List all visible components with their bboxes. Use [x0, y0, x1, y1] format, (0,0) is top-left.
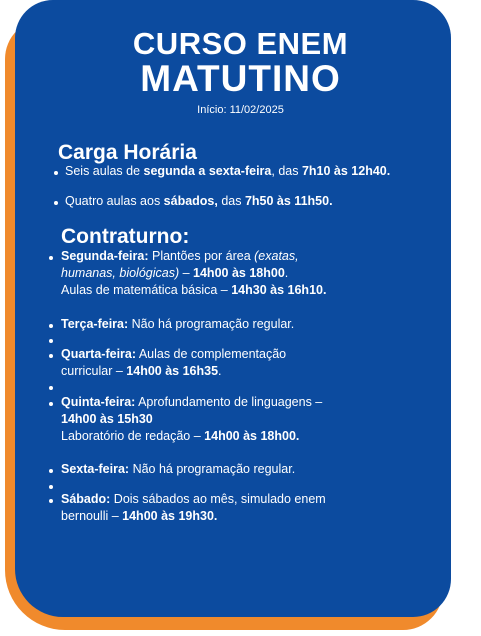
- bullet: [54, 201, 58, 205]
- workload-saturday-item: Quatro aulas aos sábados, das 7h50 às 11h50.: [65, 194, 333, 208]
- monday-line-1: Segunda-feira: Plantões por área (exatas,: [61, 249, 299, 263]
- saturday-line-2: bernoulli – 14h00 às 19h30.: [61, 509, 218, 523]
- bullet: [49, 402, 53, 406]
- bullet: [54, 171, 58, 175]
- monday-line-2: humanas, biológicas) – 14h00 às 18h00.: [61, 266, 289, 280]
- thursday-line-2: 14h00 às 15h30: [61, 412, 153, 426]
- thursday-line-1: Quinta-feira: Aprofundamento de linguagens –: [61, 395, 323, 409]
- wednesday-line-1: Quarta-feira: Aulas de complementação: [61, 347, 287, 361]
- course-shift-title: MATUTINO: [140, 58, 341, 99]
- bullet: [49, 469, 53, 473]
- friday-item: Sexta-feira: Não há programação regular.: [61, 462, 296, 476]
- wednesday-line-2: curricular – 14h00 às 16h35.: [61, 364, 222, 378]
- course-title: CURSO ENEM: [132, 26, 349, 61]
- start-date: Início: 11/02/2025: [197, 104, 284, 116]
- empty-bullet: [49, 485, 53, 489]
- workload-weekday-item: Seis aulas de segunda a sexta-feira, das 7h10 às 12h40.: [65, 164, 391, 178]
- bullet: [49, 324, 53, 328]
- empty-bullet: [49, 386, 53, 390]
- saturday-line-1: Sábado: Dois sábados ao mês, simulado enem: [61, 492, 326, 506]
- monday-line-3: Aulas de matemática básica – 14h30 às 16h10.: [61, 283, 327, 297]
- empty-bullet: [49, 339, 53, 343]
- bullet: [49, 499, 53, 503]
- thursday-line-3: Laboratório de redação – 14h00 às 18h00.: [61, 429, 300, 443]
- tuesday-item: Terça-feira: Não há programação regular.: [61, 317, 295, 331]
- bullet: [49, 256, 53, 260]
- afterhours-heading: Contraturno:: [61, 225, 190, 248]
- workload-heading: Carga Horária: [58, 141, 197, 164]
- bullet: [49, 354, 53, 358]
